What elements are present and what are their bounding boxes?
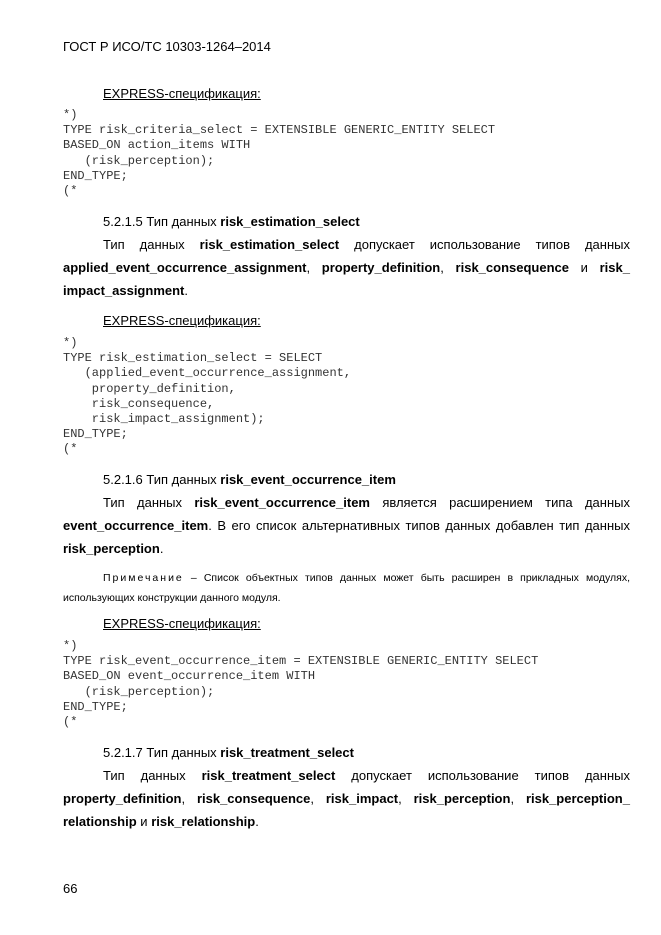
page-number: 66 bbox=[63, 881, 78, 896]
paragraph-text: , bbox=[510, 791, 526, 806]
type-name: risk_ impact_assignment bbox=[63, 260, 630, 298]
paragraph-text: допускает использование типов данных bbox=[335, 768, 630, 783]
paragraph-text: , bbox=[306, 260, 322, 275]
paragraph-5-2-1-5 bbox=[63, 233, 630, 302]
paragraph-text: Тип данных bbox=[103, 768, 202, 783]
express-code-block: *) TYPE risk_criteria_select = EXTENSIBLE GENERIC_ENTITY SELECT BASED_ON action_items WITH (risk_perception); END_TYPE; (* bbox=[63, 108, 496, 199]
page-header: ГОСТ Р ИСО/ТС 10303-1264–2014 bbox=[63, 39, 271, 54]
paragraph-text: . bbox=[184, 283, 188, 298]
type-name: event_occurrence_item bbox=[63, 518, 209, 533]
section-heading-prefix: 5.2.1.7 Тип данных bbox=[103, 745, 221, 760]
note-paragraph bbox=[63, 568, 630, 608]
express-spec-label: EXPRESS-спецификация: bbox=[103, 313, 261, 328]
paragraph-text: . В его список альтернативных типов данных добавлен тип данных bbox=[208, 518, 630, 533]
paragraph-text: . bbox=[159, 541, 164, 556]
paragraph-text: Тип данных bbox=[103, 237, 200, 252]
type-name: risk_relationship bbox=[151, 814, 256, 829]
express-code-block: *) TYPE risk_estimation_select = SELECT (applied_event_occurrence_assignment, property_definition, risk_consequence, risk_impact_assignment); END_TYPE; (* bbox=[63, 336, 352, 457]
type-name: risk_perception_ relationship bbox=[63, 791, 630, 829]
paragraph-text: и bbox=[136, 814, 152, 829]
type-name: property_definition bbox=[321, 260, 441, 275]
type-name: risk_perception bbox=[63, 541, 160, 556]
express-spec-label: EXPRESS-спецификация: bbox=[103, 616, 261, 631]
type-name: risk_impact bbox=[325, 791, 399, 806]
type-name: risk_consequence bbox=[455, 260, 569, 275]
paragraph-5-2-1-7 bbox=[63, 764, 630, 833]
paragraph-text: , bbox=[181, 791, 197, 806]
paragraph-5-2-1-6 bbox=[63, 491, 630, 560]
paragraph-text: , bbox=[440, 260, 456, 275]
paragraph-text: , bbox=[398, 791, 414, 806]
paragraph-text: . bbox=[255, 814, 259, 829]
express-spec-label: EXPRESS-спецификация: bbox=[103, 86, 261, 101]
section-heading-5-2-1-6 bbox=[103, 472, 396, 487]
note-label: Примечание bbox=[103, 572, 184, 584]
type-name: risk_perception bbox=[413, 791, 511, 806]
paragraph-text: Тип данных bbox=[103, 495, 195, 510]
type-name: risk_consequence bbox=[196, 791, 311, 806]
paragraph-text: и bbox=[569, 260, 600, 275]
paragraph-text: , bbox=[310, 791, 326, 806]
type-name: property_definition bbox=[63, 791, 182, 806]
type-name: risk_event_occurrence_item bbox=[194, 495, 370, 510]
section-heading-type-name: risk_treatment_select bbox=[220, 745, 354, 760]
type-name: applied_event_occurrence_assignment bbox=[63, 260, 307, 275]
paragraph-text: является расширением типа данных bbox=[369, 495, 630, 510]
type-name: risk_treatment_select bbox=[201, 768, 336, 783]
section-heading-type-name: risk_estimation_select bbox=[220, 214, 360, 229]
section-heading-prefix: 5.2.1.6 Тип данных bbox=[103, 472, 221, 487]
note-text: – Список объектных типов данных может быть расширен в прикладных модулях, использующих конструкции данного модуля. bbox=[63, 572, 630, 604]
section-heading-type-name: risk_event_occurrence_item bbox=[220, 472, 396, 487]
express-code-block: *) TYPE risk_event_occurrence_item = EXTENSIBLE GENERIC_ENTITY SELECT BASED_ON event_occurrence_item WITH (risk_perception); END_TYPE; (* bbox=[63, 639, 539, 730]
section-heading-prefix: 5.2.1.5 Тип данных bbox=[103, 214, 221, 229]
section-heading-5-2-1-7 bbox=[103, 745, 354, 760]
paragraph-text: допускает использование типов данных bbox=[339, 237, 630, 252]
type-name: risk_estimation_select bbox=[199, 237, 340, 252]
section-heading-5-2-1-5 bbox=[103, 214, 360, 229]
